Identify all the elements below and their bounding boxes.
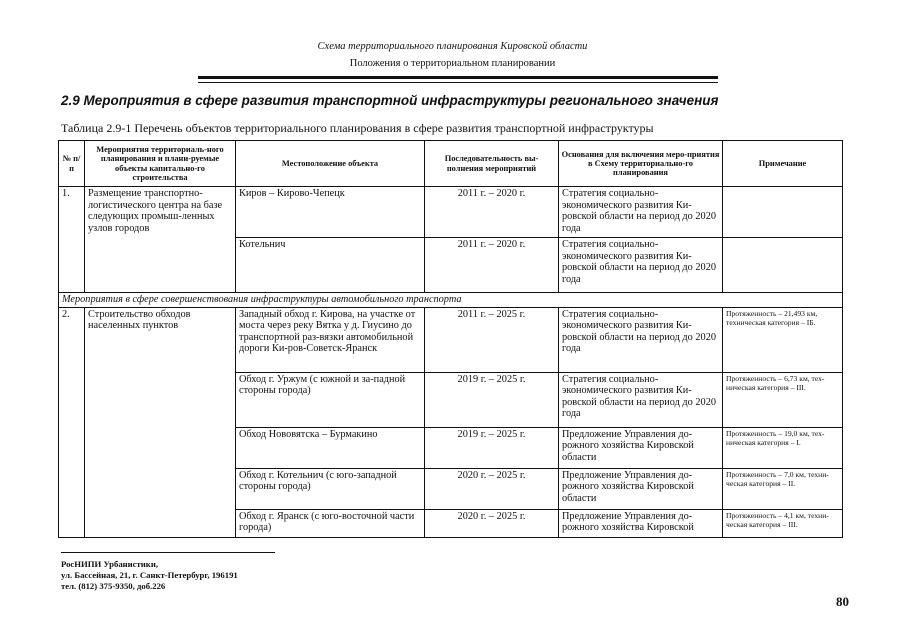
row-basis: Предложение Управления до-рожного хозяйства Кировской bbox=[559, 509, 723, 537]
row-period: 2020 г. – 2025 г. bbox=[425, 509, 559, 537]
row-location: Котельнич bbox=[236, 238, 425, 293]
row-location: Обход г. Яранск (с юго-восточной части города) bbox=[236, 509, 425, 537]
running-subtitle: Положения о территориальном планировании bbox=[349, 58, 556, 69]
footer-org: РосНИПИ Урбанистики, bbox=[61, 559, 158, 569]
running-title: Схема территориального планирования Кировской области bbox=[317, 41, 588, 52]
table-header-row bbox=[59, 141, 843, 187]
table-caption: Таблица 2.9-1 Перечень объектов территориального планирования в сфере развития транспортной инфраструктуры bbox=[61, 121, 654, 135]
row-location: Обход г. Уржум (с южной и за-падной стороны города) bbox=[236, 372, 425, 427]
row-location: Обход Нововятска – Бурмакино bbox=[236, 427, 425, 468]
header-rule-thin bbox=[198, 82, 718, 83]
page-number: 80 bbox=[836, 594, 849, 609]
header-rule-thick bbox=[198, 76, 718, 79]
subsection-row bbox=[59, 293, 843, 308]
footer-phone: тел. (812) 375-9350, доб.226 bbox=[61, 581, 166, 591]
row-location: Киров – Кирово-Чепецк bbox=[236, 187, 425, 238]
row-location: Обход г. Котельнич (с юго-западной стороны города) bbox=[236, 468, 425, 509]
row-note bbox=[723, 238, 843, 293]
row-basis: Стратегия социально-экономического развития Ки-ровской области на период до 2020 года bbox=[559, 187, 723, 238]
row-period: 2020 г. – 2025 г. bbox=[425, 468, 559, 509]
row-period: 2011 г. – 2020 г. bbox=[425, 187, 559, 238]
row-basis: Стратегия социально-экономического развития Ки-ровской области на период до 2020 года bbox=[559, 372, 723, 427]
table-row bbox=[59, 307, 843, 372]
row-activity: Строительство обходов населенных пунктов bbox=[85, 307, 236, 537]
row-note: Протяженность – 21,493 км, техническая категория – IБ. bbox=[723, 307, 843, 372]
row-note: Протяженность – 6,73 км, тех-ническая категория – III. bbox=[723, 372, 843, 427]
row-basis: Предложение Управления до-рожного хозяйства Кировской области bbox=[559, 468, 723, 509]
footer bbox=[61, 559, 238, 592]
row-note: Протяженность – 7,0 км, техни-ческая категория – II. bbox=[723, 468, 843, 509]
row-note bbox=[723, 187, 843, 238]
row-period: 2011 г. – 2025 г. bbox=[425, 307, 559, 372]
row-period: 2019 г. – 2025 г. bbox=[425, 427, 559, 468]
row-basis: Предложение Управления до-рожного хозяйства Кировской области bbox=[559, 427, 723, 468]
header-period: Последовательность вы-полнения мероприятий bbox=[425, 141, 559, 187]
row-num: 2. bbox=[59, 307, 85, 537]
footer-rule bbox=[61, 552, 275, 553]
header-activity: Мероприятия территориаль-ного планирования и плани-руемые объекты капитально-го строительства bbox=[85, 141, 236, 187]
header-basis: Основания для включения меро-приятия в Схему территориально-го планирования bbox=[559, 141, 723, 187]
footer-address: ул. Бассейная, 21, г. Санкт-Петербург, 196191 bbox=[61, 570, 238, 580]
row-basis: Стратегия социально-экономического развития Ки-ровской области на период до 2020 года bbox=[559, 307, 723, 372]
row-num: 1. bbox=[59, 187, 85, 293]
header-location: Местоположение объекта bbox=[236, 141, 425, 187]
row-basis: Стратегия социально-экономического развития Ки-ровской области на период до 2020 года bbox=[559, 238, 723, 293]
header-num: № п/п bbox=[59, 141, 85, 187]
subsection-title: Мероприятия в сфере совершенствования инфраструктуры автомобильного транспорта bbox=[59, 293, 843, 308]
table-row bbox=[59, 187, 843, 238]
section-title: 2.9 Мероприятия в сфере развития транспортной инфраструктуры регионального значения bbox=[61, 93, 719, 108]
row-note: Протяженность – 19,0 км, тех-ническая категория – I. bbox=[723, 427, 843, 468]
objects-table bbox=[58, 140, 843, 538]
row-note: Протяженность – 4,1 км, техни-ческая категория – III. bbox=[723, 509, 843, 537]
header-note: Примечание bbox=[723, 141, 843, 187]
row-location: Западный обход г. Кирова, на участке от моста через реку Вятка у д. Гиусино до транспортной раз-вязки автомобильной дороги Ки-ров-Советск-Яранск bbox=[236, 307, 425, 372]
row-activity: Размещение транспортно-логистического центра на базе следующих промыш-ленных узлов городов bbox=[85, 187, 236, 293]
row-period: 2011 г. – 2020 г. bbox=[425, 238, 559, 293]
row-period: 2019 г. – 2025 г. bbox=[425, 372, 559, 427]
